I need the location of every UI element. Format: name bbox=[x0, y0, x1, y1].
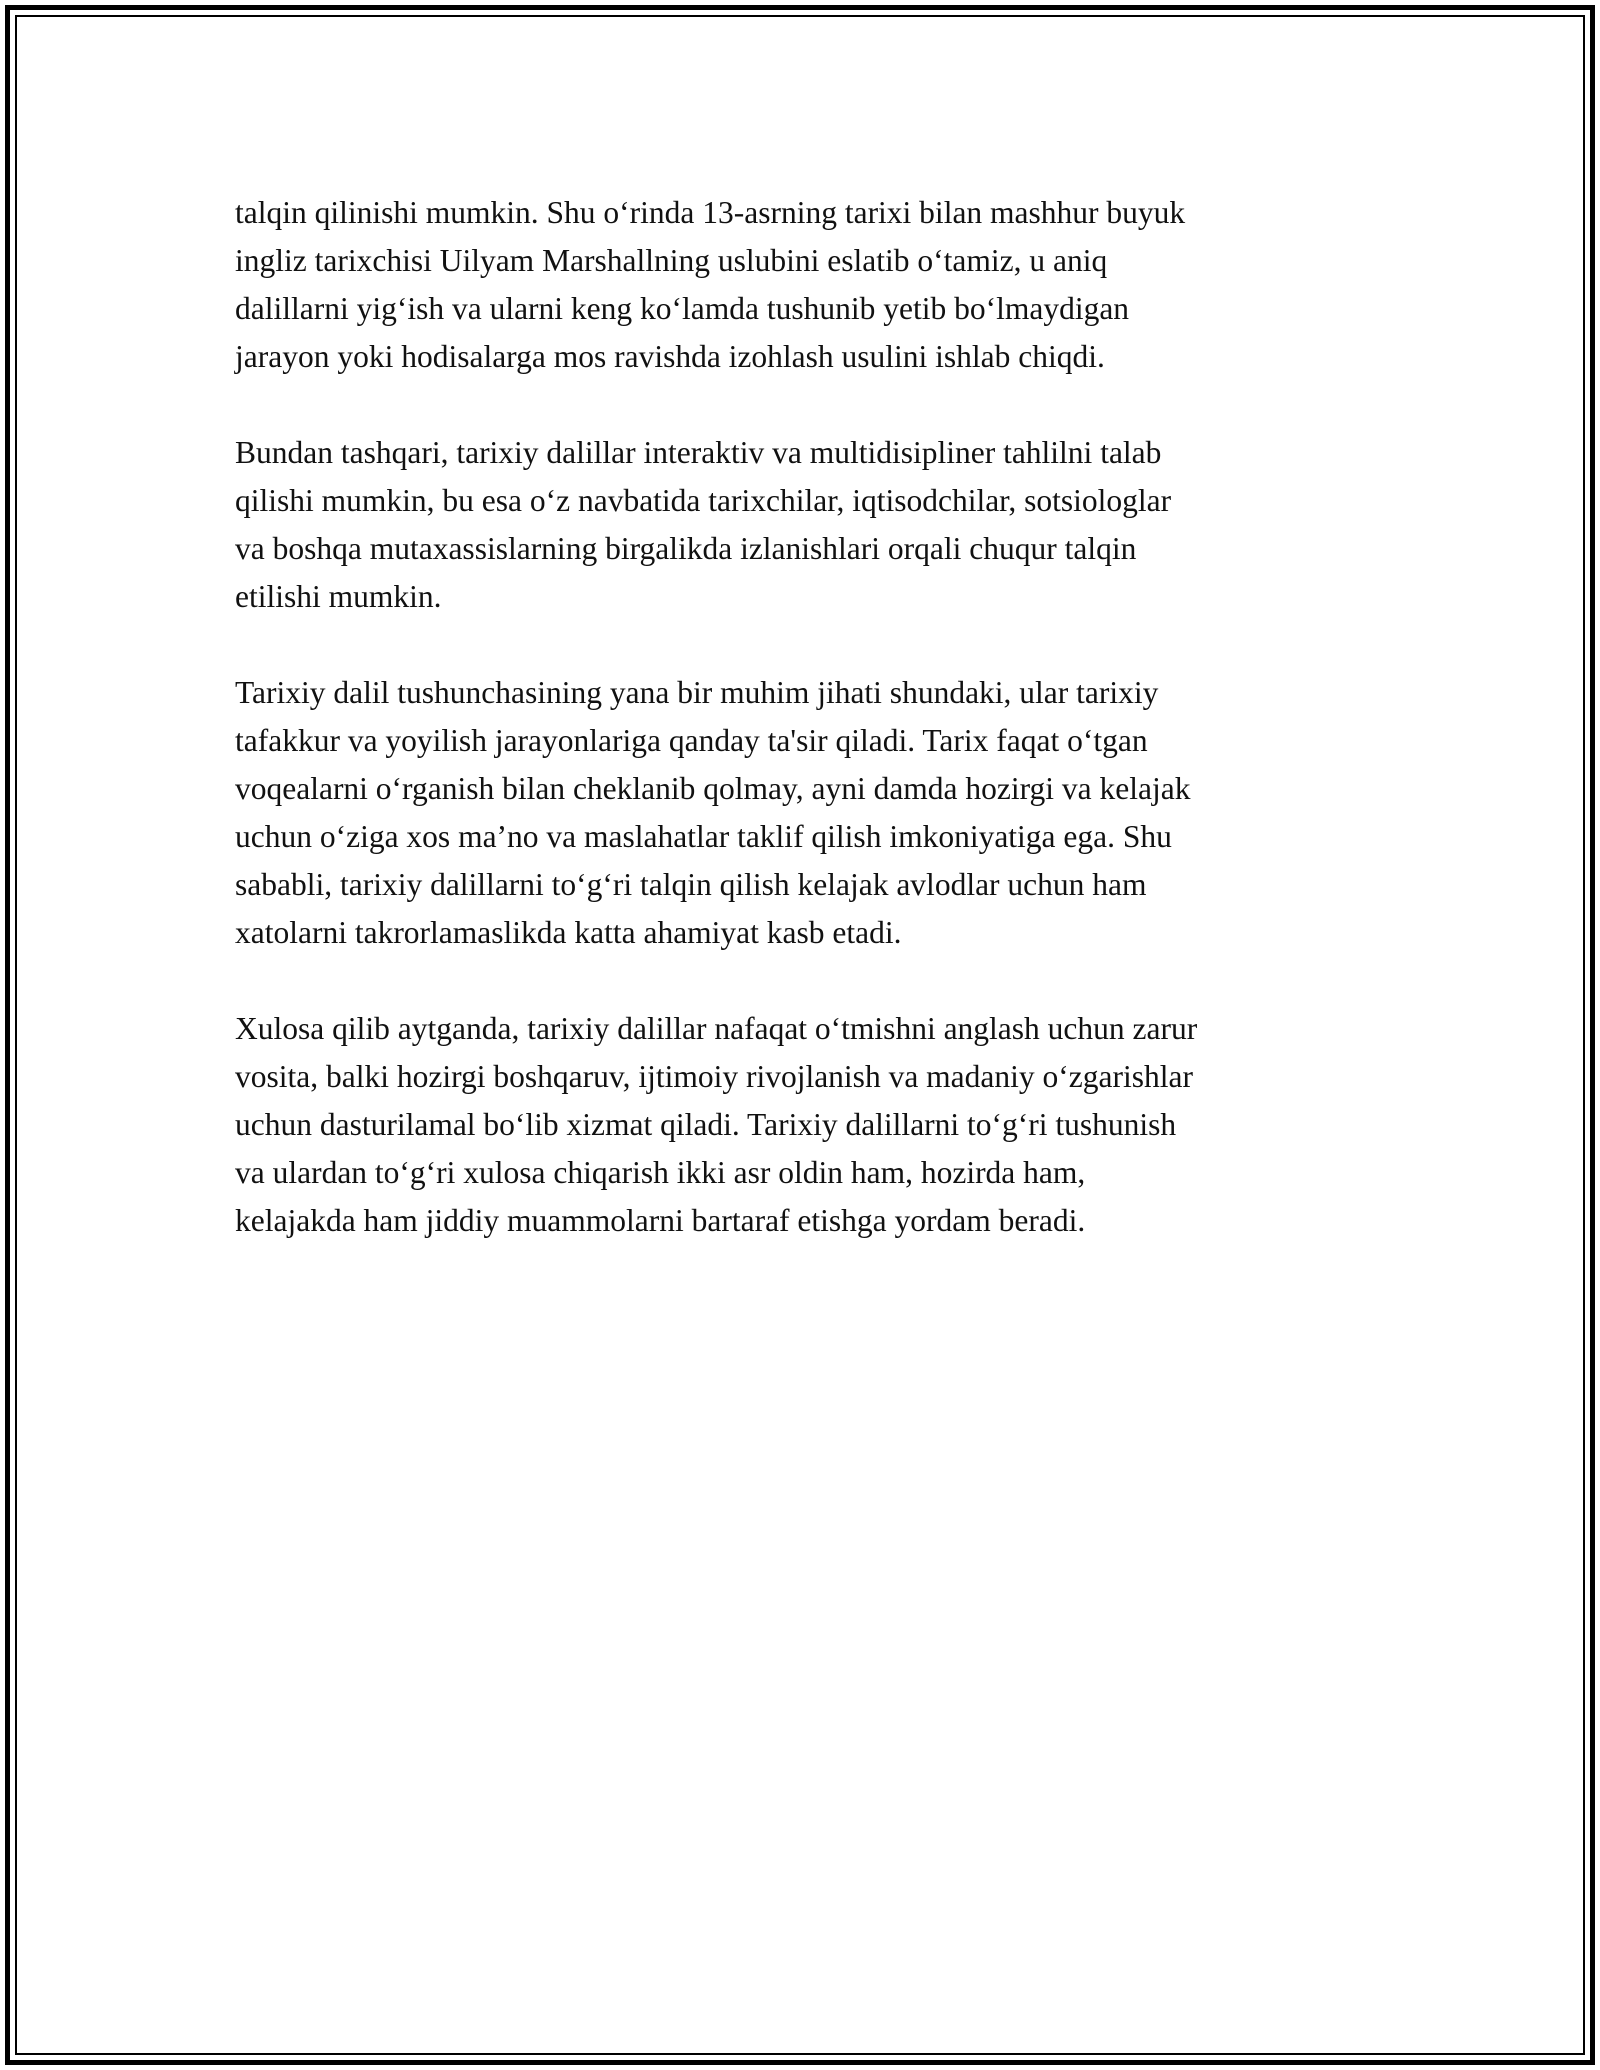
paragraph-3: Tarixiy dalil tushunchasining yana bir muhim jihati shundaki, ular tarixiy tafakkur va yoyilish jarayonlariga qanday ta'sir qiladi. Tarix faqat o‘tgan voqealarni o‘rganish bilan cheklanib qolmay, ayni damda hozirgi va kelajak uchun o‘ziga xos ma’no va maslahatlar taklif qilish imkoniyatiga ega. Shu sababli, tarixiy dalillarni to‘g‘ri talqin qilish kelajak avlodlar uchun ham xatolarni takrorlamaslikda katta ahamiyat kasb etadi. bbox=[235, 675, 1191, 950]
paragraph-2: Bundan tashqari, tarixiy dalillar interaktiv va multidisipliner tahlilni talab qilishi mumkin, bu esa o‘z navbatida tarixchilar, iqtisodchilar, sotsiologlar va boshqa mutaxassislarning birgalikda izlanishlari orqali chuqur talqin etilishi mumkin. bbox=[235, 435, 1172, 614]
paragraph-4: Xulosa qilib aytganda, tarixiy dalillar nafaqat o‘tmishni anglash uchun zarur vosita, balki hozirgi boshqaruv, ijtimoiy rivojlanish va madaniy o‘zgarishlar uchun dasturilamal bo‘lib xizmat qiladi. Tarixiy dalillarni to‘g‘ri tushunish va ulardan to‘g‘ri xulosa chiqarish ikki asr oldin ham, hozirda ham, kelajakda ham jiddiy muammolarni bartaraf etishga yordam beradi. bbox=[235, 1011, 1198, 1238]
paragraph-1: talqin qilinishi mumkin. Shu o‘rinda 13-asrning tarixi bilan mashhur buyuk ingliz tarixchisi Uilyam Marshallning uslubini eslatib o‘tamiz, u aniq dalillarni yig‘ish va ularni keng ko‘lamda tushunib yetib bo‘lmaydigan jarayon yoki hodisalarga mos ravishda izohlash usulini ishlab chiqdi. bbox=[235, 195, 1186, 374]
document-body bbox=[235, 189, 1365, 1293]
